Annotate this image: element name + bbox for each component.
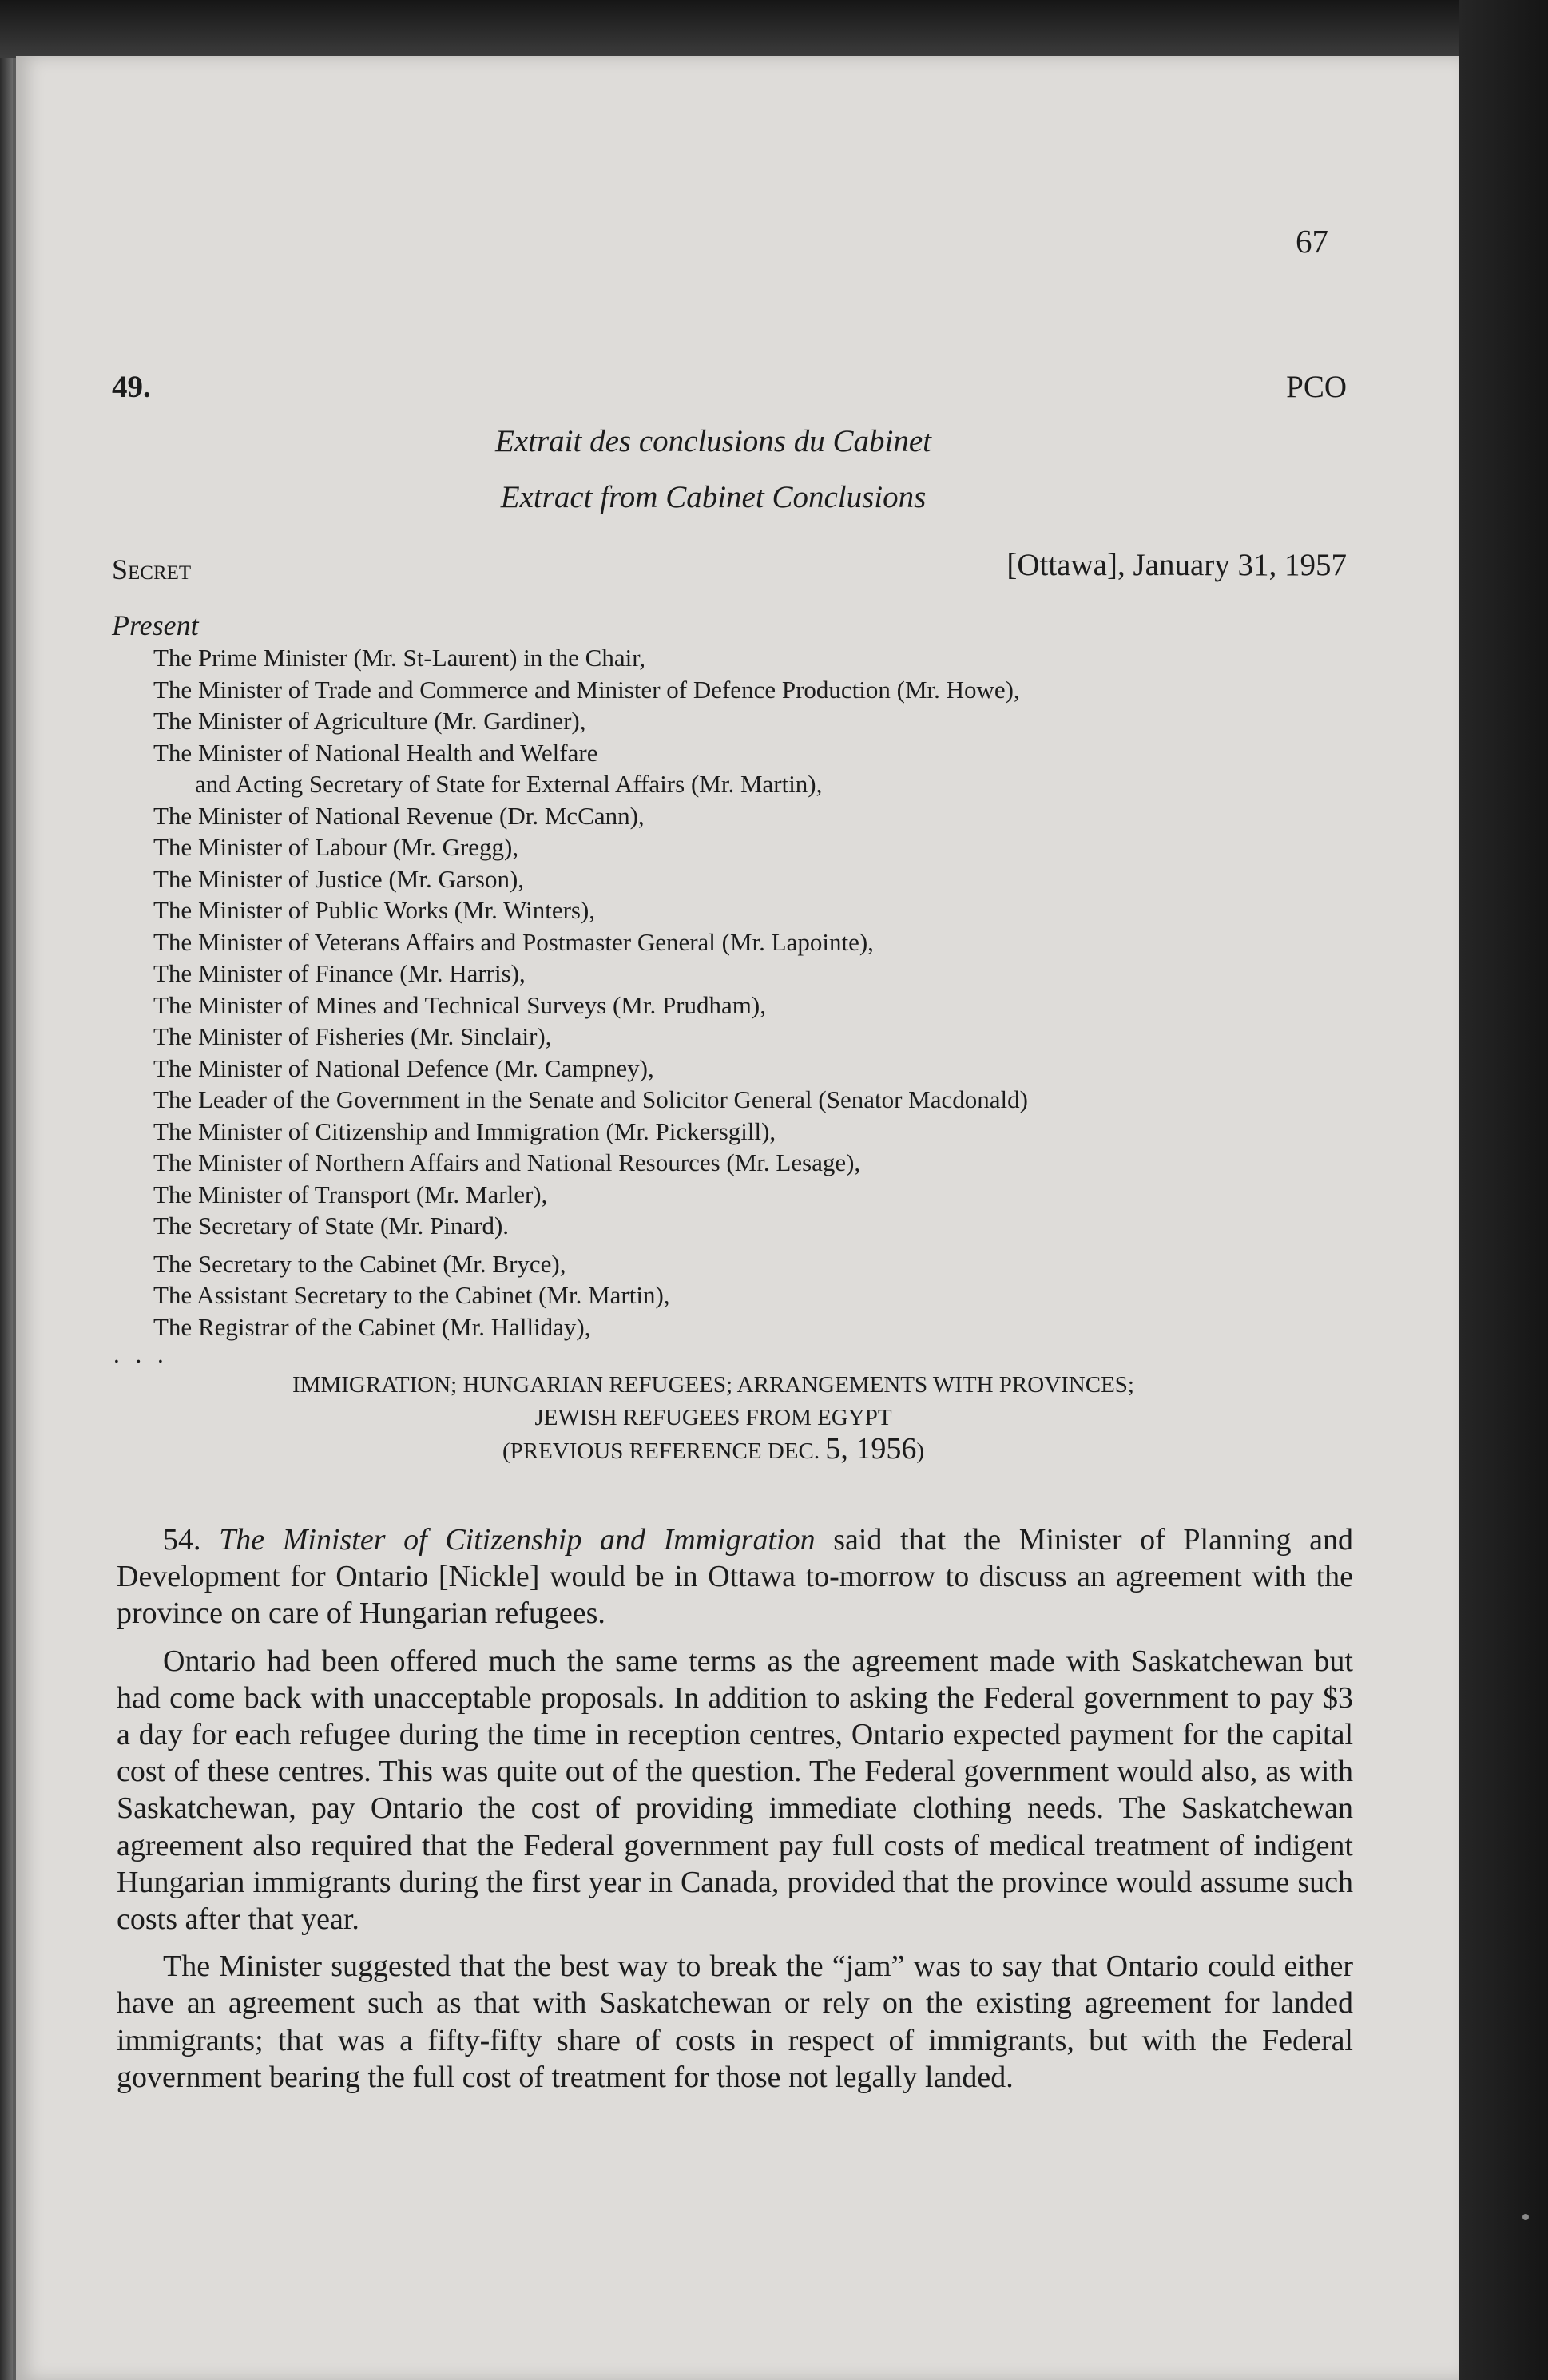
classification: Secret [112,553,192,585]
attendee: The Secretary to the Cabinet (Mr. Bryce), [153,1249,566,1278]
document-source: PCO [1286,370,1347,404]
paragraph-number: 54. [163,1523,220,1557]
attendee: The Prime Minister (Mr. St-Laurent) in the Chair, [153,644,646,672]
previous-reference-prefix: (PREVIOUS REFERENCE DEC. [502,1438,820,1464]
title-french: Extrait des conclusions du Cabinet [495,424,931,458]
attendee: The Minister of Finance (Mr. Harris), [153,959,526,987]
attendee: The Minister of Agriculture (Mr. Gardiner), [153,707,586,735]
attendee: The Minister of Veterans Affairs and Postmaster General (Mr. Lapointe), [153,927,874,956]
paragraph-1-text: said that the Minister of Planning and Development for Ontario [Nickle] would be in Ottawa to-morrow to discuss an agreement with the province on care of Hungarian refugees. [117,1523,1353,1631]
paragraph-2: Ontario had been offered much the same terms as the agreement made with Saskatchewan but had come back with unacceptable proposals. In addition to asking the Federal government to pay $3 a day for each refugee during the time in reception centres, Ontario expected payment for the capital cost of these centres. This was quite out of the question. The Federal government would also, as with Saskatchewan, pay Ontario the cost of providing immediate clothing needs. The Saskatchewan agreement also required that the Federal government pay full costs of medical treatment of indigent Hungarian immigrants during the first year in Canada, provided that the province would assume such costs after that year. [117,1644,1353,1937]
paragraph-3: The Minister suggested that the best way to break the “jam” was to say that Ontario could either have an agreement such as that with Saskatchewan or rely on the existing agreement for landed immigrants; that was a fifty-fifty share of costs in respect of immigrants, but with the Federal government bearing the full cost of treatment for those not legally landed. [117,1950,1353,2094]
attendee: The Minister of Fisheries (Mr. Sinclair), [153,1022,552,1050]
scan-speck [1522,2214,1529,2220]
previous-reference-suffix: ) [916,1438,925,1464]
attendee: The Registrar of the Cabinet (Mr. Halliday), [153,1312,591,1341]
attendee: The Minister of Justice (Mr. Garson), [153,864,525,893]
attendee: The Leader of the Government in the Senate and Solicitor General (Senator Macdonald) [153,1085,1028,1113]
body-text [117,1521,1353,2106]
page-number: 67 [1296,223,1328,260]
scan-right-edge [1459,0,1548,2380]
section-heading-line2: JEWISH REFUGEES FROM EGYPT [534,1405,892,1430]
attendee-list [153,642,1028,1343]
scan-top-shadow [0,0,1548,58]
attendee-continuation: and Acting Secretary of State for External Affairs (Mr. Martin), [195,770,823,798]
document-number: 49. [112,370,151,404]
speaker: The Minister of Citizenship and Immigration [219,1523,816,1557]
attendee: The Minister of Transport (Mr. Marler), [153,1180,548,1208]
section-heading-line1: IMMIGRATION; HUNGARIAN REFUGEES; ARRANGEMENTS WITH PROVINCES; [292,1372,1134,1398]
previous-reference-date: 5, 1956 [825,1432,917,1466]
attendee: The Minister of Public Works (Mr. Winters), [153,896,596,924]
attendee: The Secretary of State (Mr. Pinard). [153,1212,510,1240]
attendee: The Minister of Trade and Commerce and Minister of Defence Production (Mr. Howe), [153,675,1020,704]
attendee: The Minister of National Health and Welfare [153,738,598,767]
scan-left-edge [0,0,13,2380]
attendee: The Minister of Mines and Technical Surveys (Mr. Prudham), [153,990,766,1019]
title-english: Extract from Cabinet Conclusions [500,480,927,514]
attendee: The Minister of Citizenship and Immigration (Mr. Pickersgill), [153,1117,776,1145]
section-heading-line3 [16,1433,1411,1468]
present-label: Present [112,609,199,641]
paragraph-1 [117,1521,1353,1632]
attendee: The Minister of National Revenue (Dr. McCann), [153,801,645,830]
attendee: The Minister of National Defence (Mr. Campney), [153,1053,654,1082]
document-page [16,56,1459,2380]
place-date: [Ottawa], January 31, 1957 [1006,548,1347,582]
omission-ellipsis: . . . [113,1340,169,1368]
attendee: The Minister of Labour (Mr. Gregg), [153,833,519,861]
attendee: The Minister of Northern Affairs and National Resources (Mr. Lesage), [153,1148,861,1176]
attendee: The Assistant Secretary to the Cabinet (Mr. Martin), [153,1281,670,1309]
